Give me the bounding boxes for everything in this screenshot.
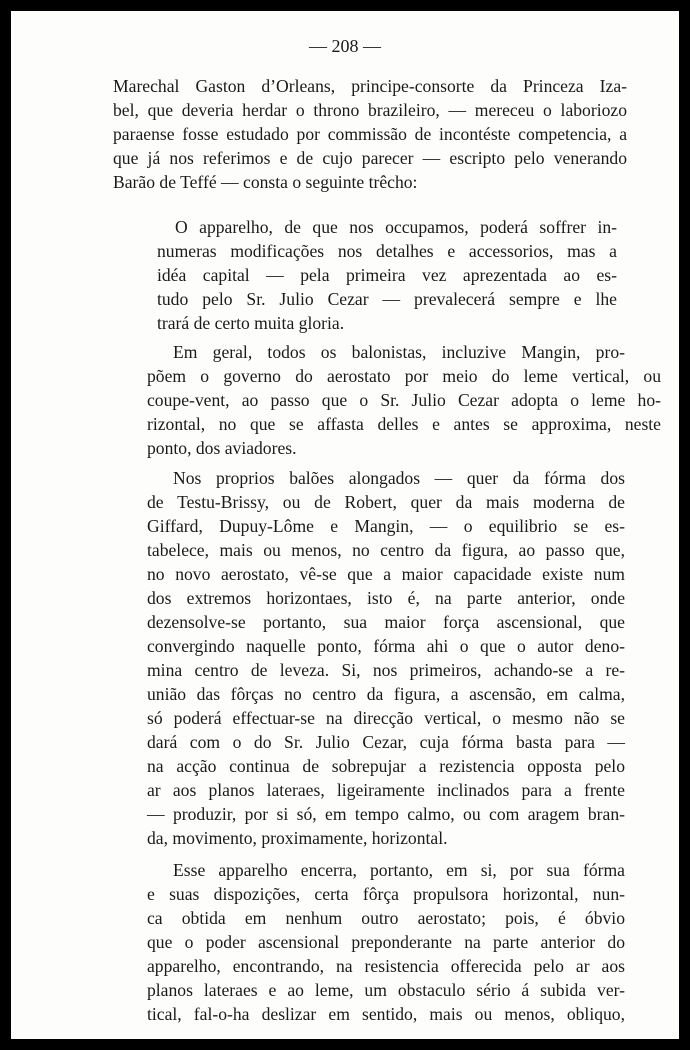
text-line: — produzir, por si só, em tempo calmo, ou com aragem bran- [147,804,625,824]
text-line: idéa capital — pela primeira vez aprezentada ao es- [157,265,617,285]
text-line: rizontal, no que se affasta delles e antes se approxima, neste [147,414,661,434]
text-line: ponto, dos aviadores. [147,438,297,458]
text-line: O apparelho, de que nos occupamos, poderá soffrer in- [175,217,617,237]
text-line: na acção continua de sobrepujar a rezistencia opposta pelo [147,756,625,776]
text-line: ca obtida em nenhum outro aerostato; pois, é óbvio [147,908,625,928]
text-line: Nos proprios balões alongados — quer da fórma dos [173,468,625,488]
text-line: mina centro de leveza. Si, nos primeiros, achando-se a re- [147,660,625,680]
document-page [11,11,679,1039]
text-line: dará com o do Sr. Julio Cezar, cuja fórma basta para — [147,732,625,752]
text-line: de Testu-Brissy, ou de Robert, quer da mais moderna de [147,492,625,512]
text-line: planos lateraes e ao leme, um obstaculo sério á subida ver- [147,980,625,1000]
text-line: apparelho, encontrando, na resistencia offerecida pelo ar aos [147,956,625,976]
text-line: e suas dispozições, certa fôrça propulsora horizontal, nun- [147,884,625,904]
text-line: que o poder ascensional preponderante na parte anterior do [147,932,625,952]
text-line: paraense fosse estudado por commissão de incontéste competencia, a [113,124,627,144]
text-line: que já nos referimos e de cujo parecer — escripto pelo venerando [113,148,627,168]
text-line: põem o governo do aerostato por meio do leme vertical, ou [147,366,661,386]
text-line: Barão de Teffé — consta o seguinte trêcho: [113,172,418,192]
text-line: tical, fal-o-ha deslizar em sentido, mais ou menos, obliquo, [147,1004,625,1024]
text-line: trará de certo muita gloria. [157,313,345,333]
text-line: tabelece, mais ou menos, no centro da figura, ao passo que, [147,540,625,560]
text-line: Esse apparelho encerra, portanto, em si, por sua fórma [173,860,625,880]
text-line: da, movimento, proximamente, horizontal. [147,828,448,848]
text-line: Marechal Gaston d’Orleans, principe-consorte da Princeza Iza- [113,76,627,96]
text-line: bel, que deveria herdar o throno brazileiro, — mereceu o laboriozo [113,100,627,120]
text-line: união das fôrças no centro da figura, a ascensão, em calma, [147,684,625,704]
text-line: dezensolve-se portanto, sua maior força ascensional, que [147,612,625,632]
text-line: Giffard, Dupuy-Lôme e Mangin, — o equilibrio se es- [147,516,625,536]
text-line: no novo aerostato, vê-se que a maior capacidade existe num [147,564,625,584]
page-number: — 208 — [309,36,381,56]
text-line: coupe-vent, ao passo que o Sr. Julio Cezar adopta o leme ho- [147,390,661,410]
text-line: numeras modificações nos detalhes e accessorios, mas a [157,241,617,261]
text-line: só poderá effectuar-se na direcção vertical, o mesmo não se [147,708,625,728]
text-line: convergindo naquelle ponto, fórma ahi o que o autor deno- [147,636,625,656]
text-line: dos extremos horizontaes, isto é, na parte anterior, onde [147,588,625,608]
text-line: tudo pelo Sr. Julio Cezar — prevalecerá sempre e lhe [157,289,617,309]
text-line: Em geral, todos os balonistas, incluzive Mangin, pro- [173,342,625,362]
text-line: ar aos planos lateraes, ligeiramente inclinados para a frente [147,780,625,800]
